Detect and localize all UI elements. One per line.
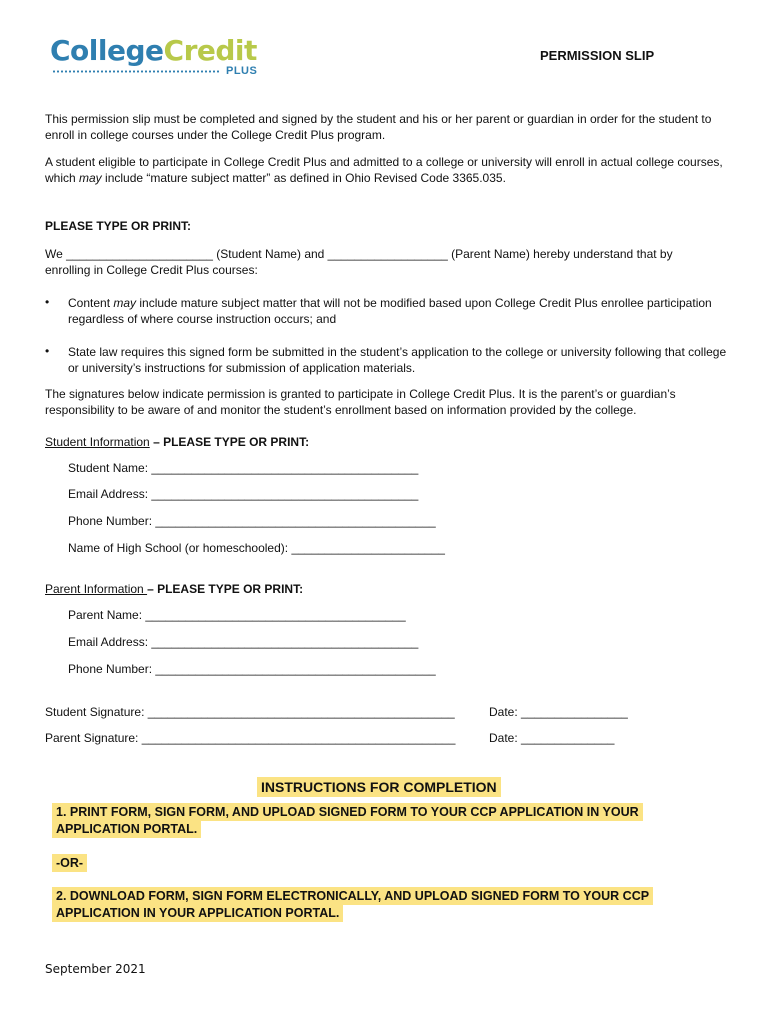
we-statement-line-2: enrolling in College Credit Plus courses: [45,263,258,277]
intro-paragraph-2: A student eligible to participate in College Credit Plus and admitted to a college or university will enroll in actual college courses, which may include “mature subject matter” as defined in Ohio Revised Code 3365.035. [45,155,723,185]
logo-wordmark: CollegeCredit [50,34,257,67]
parent-date-field[interactable]: Date: ______________ [489,731,615,745]
student-name-field[interactable]: Student Name: ________________________________________ [68,461,419,475]
logo-dotted-line [52,70,220,73]
student-signature-field[interactable]: Student Signature: ______________________________________________ [45,705,455,719]
student-information-heading: Student Information – PLEASE TYPE OR PRINT: [45,435,310,449]
parent-information-heading: Parent Information – PLEASE TYPE OR PRINT: [45,582,304,596]
we-statement-line: We ______________________ (Student Name) and __________________ (Parent Name) hereby understand that by [45,247,673,261]
parent-phone-field[interactable]: Phone Number: __________________________________________ [68,662,436,676]
student-phone-field[interactable]: Phone Number: __________________________________________ [68,514,436,528]
high-school-field[interactable]: Name of High School (or homeschooled): _______________________ [68,541,445,555]
instructions-title: INSTRUCTIONS FOR COMPLETION [257,777,501,797]
bullet-1-text: Content may include mature subject matter that will not be modified based upon College Credit Plus enrollee participation regardless of where course instruction occurs; and [68,296,712,326]
logo-plus: PLUS [226,65,258,77]
student-email-field[interactable]: Email Address: ________________________________________ [68,487,419,501]
bullet-2-dot: • [45,344,50,358]
footer-date: September 2021 [45,962,146,976]
bullet-2-text: State law requires this signed form be submitted in the student’s application to the college or university following that college or university’s instructions for submission of application materials. [68,345,727,375]
parent-email-field[interactable]: Email Address: ________________________________________ [68,635,419,649]
signatures-paragraph: The signatures below indicate permission is granted to participate in College Credit Plus. It is the parent’s or guardian’s responsibility to be aware of and monitor the student’s enrollment based on information provided by the college. [45,387,676,417]
type-or-print-heading: PLEASE TYPE OR PRINT: [45,219,192,233]
instruction-or: -OR- [52,855,87,872]
instruction-step-1: 1. PRINT FORM, SIGN FORM, AND UPLOAD SIGNED FORM TO YOUR CCP APPLICATION IN YOUR APPLICATION PORTAL. [52,804,643,838]
instruction-step-2: 2. DOWNLOAD FORM, SIGN FORM ELECTRONICALLY, AND UPLOAD SIGNED FORM TO YOUR CCP APPLICATION IN YOUR APPLICATION PORTAL. [52,888,653,922]
bullet-1-dot: • [45,295,50,309]
parent-name-field[interactable]: Parent Name: _______________________________________ [68,608,406,622]
page-title: PERMISSION SLIP [540,48,655,63]
student-date-field[interactable]: Date: ________________ [489,705,628,719]
college-credit-plus-logo [50,36,265,80]
intro-paragraph-1: This permission slip must be completed and signed by the student and his or her parent or guardian in order for the student to enroll in college courses under the College Credit Plus program. [45,112,712,142]
parent-signature-field[interactable]: Parent Signature: _______________________________________________ [45,731,456,745]
